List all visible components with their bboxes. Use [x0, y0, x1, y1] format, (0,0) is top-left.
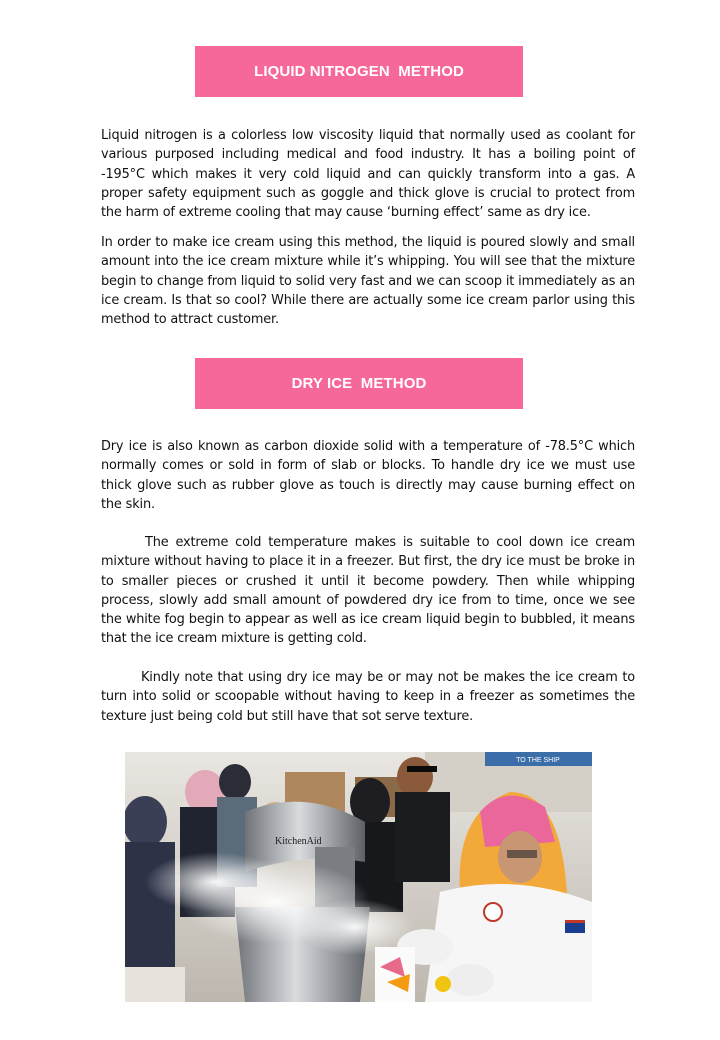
- dry-ice-paragraph-3: Kindly note that using dry ice may be or may not be makes the ice cream to turn into solid or scoopable without having to keep in a freezer as sometimes the texture just being cold but still have that sot serve texture.: [101, 670, 635, 724]
- liquid-nitrogen-paragraph-2: In order to make ice cream using this method, the liquid is poured slowly and small amount into the ice cream mixture while it’s whipping. You will see that the mixture begin to change from liquid to solid very fast and we can scoop it immediately as an ice cream. Is that so cool? While there are actually some ice cream parlor using this method to attract customer.: [101, 235, 635, 328]
- dry-ice-paragraph-1: Dry ice is also known as carbon dioxide solid with a temperature of -78.5°C which normally comes or sold in form of slab or blocks. To handle dry ice we must use thick glove such as rubber glove as touch is directly may cause burning effect on the skin.: [101, 439, 635, 512]
- ice-cream-demo-photo: [125, 752, 592, 1002]
- mixer-brand: KitchenAid: [275, 836, 322, 847]
- dry-ice-heading: DRY ICE METHOD: [195, 358, 523, 409]
- background-sign: TO THE SHIP: [516, 757, 560, 764]
- liquid-nitrogen-paragraph-1: Liquid nitrogen is a colorless low viscosity liquid that normally used as coolant for various purposed including medical and food industry. It has a boiling point of -195°C which makes it very cold liquid and can quickly transform into a gas. A proper safety equipment such as goggle and thick glove is crucial to protect from the harm of extreme cooling that may cause ‘burning effect’ same as dry ice.: [101, 128, 635, 221]
- dry-ice-paragraph-2: The extreme cold temperature makes is suitable to cool down ice cream mixture without having to place it in a freezer. But first, the dry ice must be broke in to smaller pieces or crushed it until it become powdery. Then while whipping process, slowly add small amount of powdered dry ice from to time, once we see the white fog begin to appear as well as ice cream liquid begin to bubbled, it means that the ice cream mixture is getting cold.: [101, 535, 635, 647]
- liquid-nitrogen-heading: LIQUID NITROGEN METHOD: [195, 46, 523, 97]
